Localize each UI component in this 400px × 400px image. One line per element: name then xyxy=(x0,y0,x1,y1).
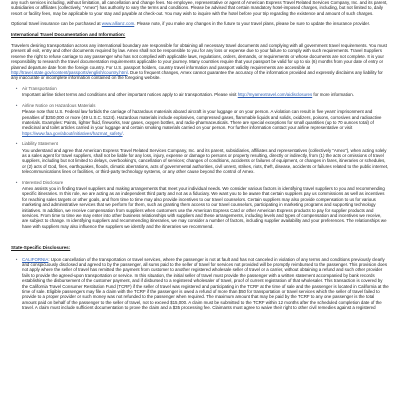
list-item-air-transportation xyxy=(11,86,389,98)
intl-text-after: . Due to frequent changes, Amex cannot guarantee the accuracy of the information provided and expressly disclaims any liability for any inaccurate or incomplete information contained on the foregoing website. xyxy=(11,70,383,81)
item-text xyxy=(22,109,389,136)
state-gov-link[interactable]: http://travel.state.gov/content/passports/english/country.html xyxy=(11,70,128,76)
disclosure-document xyxy=(11,0,389,311)
california-text xyxy=(22,257,389,311)
intl-section-title: International Travel Documentation and Information: xyxy=(11,31,126,37)
item-text: You understand and agree that American Express Travel Related Services Company, Inc. and its parent, subsidiaries, affiliates and representatives (collectively "Amex"), when acting solely as a sales agent for travel suppliers, shall not be liable for any loss, injury, expense or damage to persons or property resulting, directly or indirectly, from (1) the acts or omissions of travel suppliers, including but not limited to delays, overbooking's, cancellation of services; changes of conditions, accidents or failures of equipment, or changes in fares, itineraries or schedules, or (2) acts of God, fires, earthquakes, floods, climatic aberrations, acts of governmental authorities, civil unrest, strikes, riots, theft, disease, accidents or failures related to the public internet, telecommunications lines or facilities, or third-party technology systems, or any other cause beyond the control of Amex. xyxy=(22,147,389,175)
bullet-icon: • xyxy=(15,102,18,108)
list-item-liability-statement xyxy=(11,141,389,174)
california-label: CALIFORNIA xyxy=(22,256,49,262)
state-section-title: State-Specific Disclosures: xyxy=(11,245,71,251)
item-text xyxy=(22,92,389,97)
item-text: Amex assists you in finding travel suppliers and making arrangements that meet your individual needs. We consider various factors in identifying travel suppliers to you and recommending specific itineraries. In this role, we are acting as an independent third party and not as a fiduciary. We want you to be aware that certain suppliers pay us commissions as well as incentives for reaching sales targets or other goals, and from time to time may also provide incentives to our travel counselors. Certain suppliers may also provide compensation to us for various marketing and administrative services that we perform for them, such as granting them access to our travel counselors, participating in marketing programs and supporting technology initiatives. In addition, we receive compensation from suppliers when customers use the American Express Card or other American Express products to pay for supplier products and services. From time to time we may enter into other business relationships with suppliers and these arrangements, including levels and types of compensation and incentives we receive, are subject to change. In identifying suppliers and recommending itineraries, we may consider a number of factors, including supplier availability and your preferences. The relationships we have with suppliers may also influence the suppliers we identify and the itineraries we recommend. xyxy=(22,185,387,229)
bullet-icon: • xyxy=(15,85,18,91)
item-text-after: for more information. xyxy=(312,92,354,98)
allianz-link[interactable]: www.allianz.com xyxy=(101,21,135,27)
list-item-hazardous-materials xyxy=(11,103,389,136)
faa-hazmat-link[interactable]: https://www.faa.gov/about/initiatives/hazmat_safety/ xyxy=(22,130,123,136)
california-body: : Upon cancellation of the transportation or travel services, where the passenger is not at fault and has not canceled in violation of any terms and conditions previously clearly and conspicuously disclosed and agreed to by the passenger, all sums paid to the seller of travel for services not provided will be promptly reimbursed to the passenger. This provision does not apply where the seller of travel has remitted the payment from customer to another registered wholesale seller of travel or a carrier, without obtaining a refund and such other provider fails to provide the agreed-upon transportation or service. In this situation, the initial seller of travel must provide the passenger with a written statement accompanied by bank records establishing the disbursement of the customer payment, and if disbursed to a registered wholesaler of travel, proof of current registration of that wholesaler. This transaction is covered by the California Travel Consumer Restitution Fund (TCRF) if the seller of travel was registered and participating in the TCRF at the time of sale and the passenger is located in California at the time of sale. Eligible passengers may file a claim with the TCRF if the passenger is owed a refund of more than $50 for transportation or travel services which the seller of travel failed to provide to a proper provider or such money was not refunded to the passenger when required. The maximum amount that may be paid by the TCRF to any one passenger is the total amount paid on behalf of the passenger to the seller of travel, not to exceed $15,000. A claim must be submitted to the TCRF within 12 months after the scheduled completion date of the travel. A claim must include sufficient documentation to prove the claim and a $35 processing fee. Claimants must agree to waive their right to other civil remedies against a registered xyxy=(22,256,389,311)
insurance-text-after: . Please note, if you make any changes in the future to your travel plans, please be sure to update the insurance provider. xyxy=(134,21,371,27)
intl-text-before: Travelers desiring transportation across any international boundary are responsible for obtaining all necessary travel documents and complying with all government travel requirements. You must present all exit, entry and other documents required by law. Amex shall not be responsible to you for any loss or expense due to your failure to comply with such requirements. Travel Suppliers reserve the right to refuse carriage to any passenger who has not complied with applicable laws, regulations, orders, demands, or requirements or whose documents are not complete. It is your responsibility to research the travel documentation requirements applicable to your journey. Many countries require that your passport be valid for up to six (6) months from your date of entry or planned departure date from the foreign country. For U.S. passport holders, country travel information and passport validity requirements are accessible at xyxy=(11,43,387,70)
insurance-text-before: Optional travel insurance can be purchased at xyxy=(11,21,102,27)
list-item-california xyxy=(11,257,389,311)
insurance-paragraph xyxy=(11,21,389,26)
item-text-before: Important airline ticket terms and conditions and other important notices apply to air transportation. Please visit xyxy=(22,92,238,98)
bullet-icon: • xyxy=(15,256,18,262)
item-text-after: . xyxy=(122,130,124,136)
intl-paragraph xyxy=(11,43,389,81)
list-item-interested-disclosure xyxy=(11,180,389,230)
aidisclosures-link[interactable]: http://myamextravel.com/aidisclosures xyxy=(237,92,313,98)
bullet-icon: • xyxy=(15,141,18,147)
intro-paragraph: any such services including, without limitation, all cancellation and change fees. No employee, representative or agent of American Express Travel Related Services Company, Inc. and its parent, subsidiaries or affiliates (collectively, "Amex") has authority to vary the terms and conditions. Please be advised that certain mandatory hotel-imposed charges, including, but not limited to, daily resort or facility fees, may be applicable to your stay and payable at check-out. You may wish to inquire with the hotel before your trip regarding the existence and amount of such charges. xyxy=(11,0,388,16)
item-title: Airline Notice on Hazardous Materials xyxy=(22,102,96,108)
item-title: Air Transportation xyxy=(22,85,57,91)
item-title: Interested Disclosure xyxy=(22,179,64,185)
bullet-icon: • xyxy=(15,179,18,185)
item-title: Liability Statement xyxy=(22,141,58,147)
item-text-before: Please note that U.S. Federal law forbids the carriage of hazardous materials aboard aircraft in your luggage or on your person. A violation can result in five years' imprisonment and penalties of $250,000 or more (49 U.S.C. 5124). Hazardous materials include explosives, compressed gases, flammable liquids and solids, oxidizers, poisons, corrosives and radioactive materials. Examples: Paints, lighter fluid, fireworks, tear gases, oxygen bottles, and radio-pharmaceuticals. There are special exceptions for small quantities (up to 70 ounces total) of medicinal and toilet articles carried in your luggage and certain smoking materials carried on your person. For further information contact your airline representative or visit xyxy=(22,109,382,131)
